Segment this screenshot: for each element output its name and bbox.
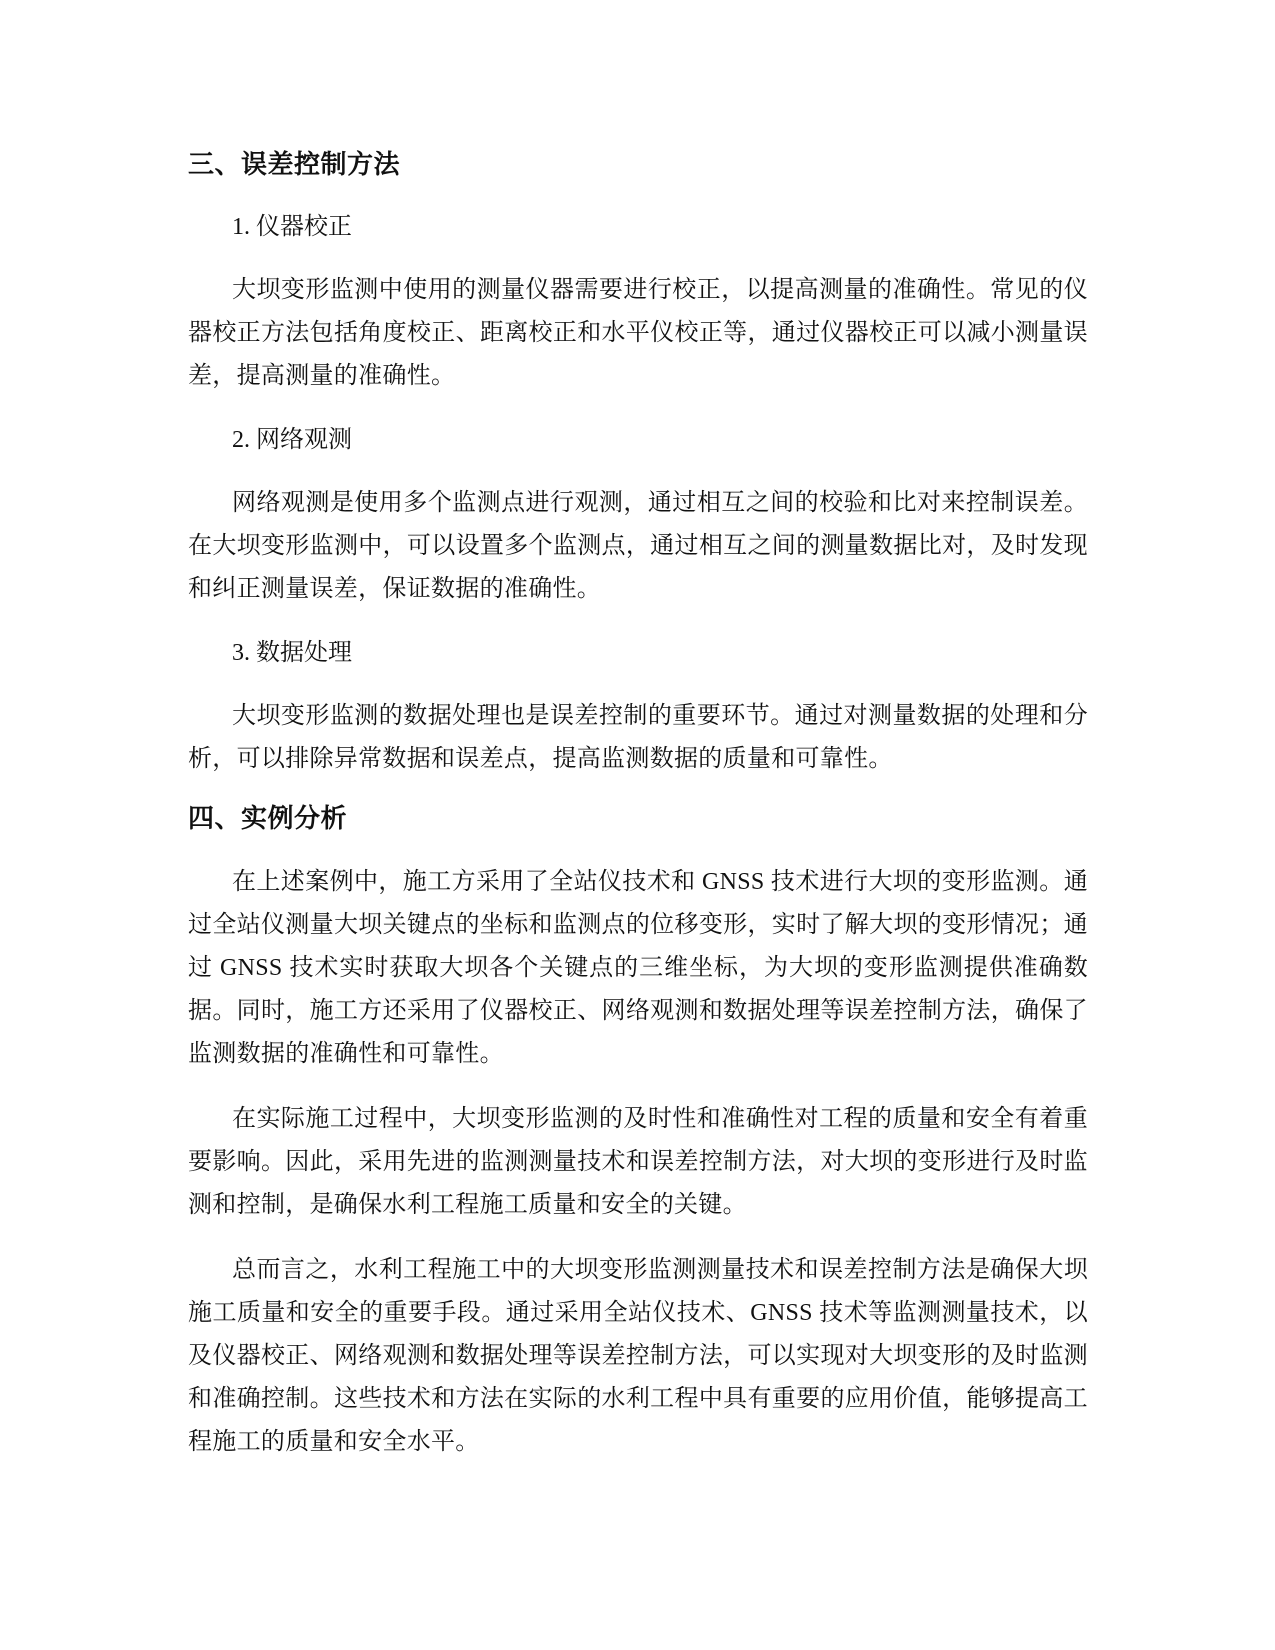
paragraph-data-processing: 大坝变形监测的数据处理也是误差控制的重要环节。通过对测量数据的处理和分析，可以排除异常数据和误差点，提高监测数据的质量和可靠性。 [188, 703, 1088, 772]
paragraph-case-analysis-1: 在上述案例中，施工方采用了全站仪技术和 GNSS 技术进行大坝的变形监测。通过全站仪测量大坝关键点的坐标和监测点的位移变形，实时了解大坝的变形情况；通过 GNSS 技术实时获取大坝各个关键点的三维坐标，为大坝的变形监测提供准确数据。同时，施工方还采用了仪器校正、网络观测和数据处理等误差控制方法，确保了监测数据的准确性和可靠性。 [188, 869, 1088, 1067]
paragraph-case-analysis-2: 在实际施工过程中，大坝变形监测的及时性和准确性对工程的质量和安全有着重要影响。因此，采用先进的监测测量技术和误差控制方法，对大坝的变形进行及时监测和控制，是确保水利工程施工质量和安全的关键。 [188, 1106, 1088, 1218]
section-heading-error-control: 三、误差控制方法 [188, 150, 401, 180]
subheading-instrument-calibration: 1. 仪器校正 [232, 214, 352, 240]
subheading-network-observation: 2. 网络观测 [232, 427, 352, 453]
subheading-data-processing: 3. 数据处理 [232, 640, 352, 666]
paragraph-network-observation: 网络观测是使用多个监测点进行观测，通过相互之间的校验和比对来控制误差。在大坝变形监测中，可以设置多个监测点，通过相互之间的测量数据比对，及时发现和纠正测量误差，保证数据的准确性。 [188, 490, 1088, 602]
paragraph-case-analysis-3: 总而言之，水利工程施工中的大坝变形监测测量技术和误差控制方法是确保大坝施工质量和安全的重要手段。通过采用全站仪技术、GNSS 技术等监测测量技术，以及仪器校正、网络观测和数据处理等误差控制方法，可以实现对大坝变形的及时监测和准确控制。这些技术和方法在实际的水利工程中具有重要的应用价值，能够提高工程施工的质量和安全水平。 [188, 1257, 1088, 1455]
section-heading-case-analysis: 四、实例分析 [188, 804, 348, 834]
document-page [188, 145, 1088, 1486]
paragraph-instrument-calibration: 大坝变形监测中使用的测量仪器需要进行校正，以提高测量的准确性。常见的仪器校正方法包括角度校正、距离校正和水平仪校正等，通过仪器校正可以减小测量误差，提高测量的准确性。 [188, 277, 1088, 389]
